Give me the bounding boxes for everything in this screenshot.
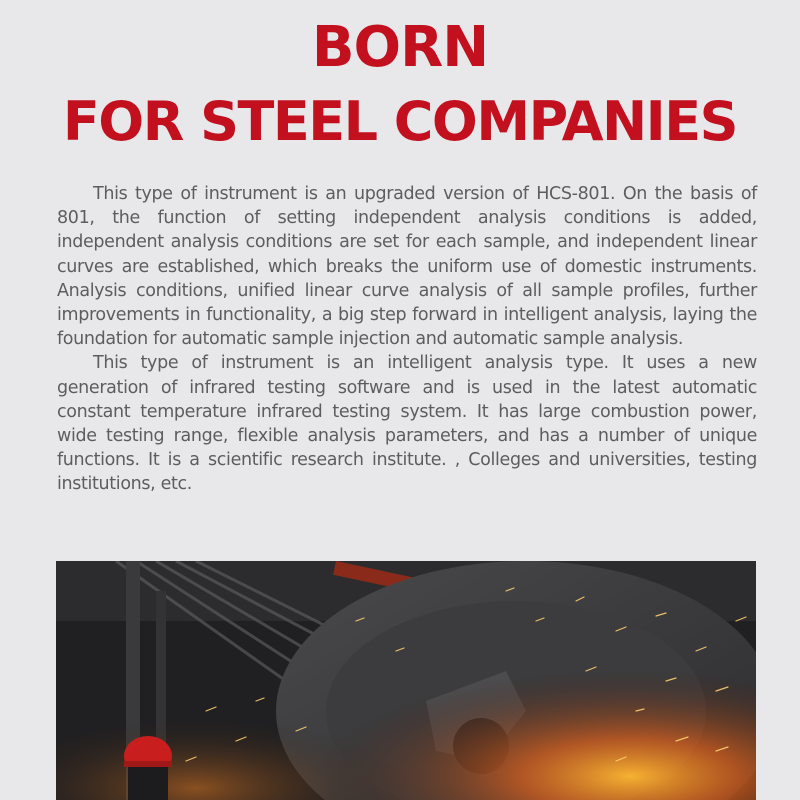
title-line-2: FOR STEEL COMPANIES xyxy=(62,90,738,153)
description-text xyxy=(57,182,757,497)
paragraph-1: This type of instrument is an upgraded version of HCS-801. On the basis of 801, the function of setting independent analysis conditions is added, independent analysis conditions are set for each sample, and independent linear curves are established, which breaks the uniform use of domestic instruments. Analysis conditions, unified linear curve analysis of all sample profiles, further improvements in functionality, a big step forward in intelligent analysis, laying the foundation for automatic sample injection and automatic sample analysis. xyxy=(57,184,757,350)
paragraph-2: This type of instrument is an intelligent analysis type. It uses a new generation of infrared testing software and is used in the latest automatic constant temperature infrared testing system. It has large combustion power, wide testing range, flexible analysis parameters, and has a number of unique functions. It is a scientific research institute. , Colleges and universities, testing institutions, etc. xyxy=(57,353,757,495)
title-line-1: BORN xyxy=(311,15,489,80)
steel-mill-photo xyxy=(56,561,756,800)
